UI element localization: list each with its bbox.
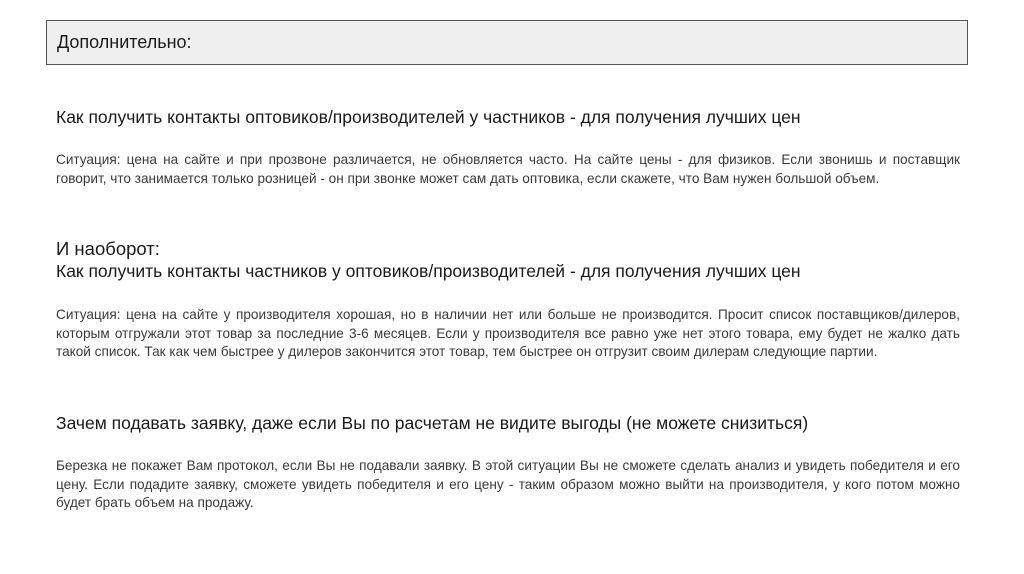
header-box xyxy=(46,20,968,65)
section-heading-1 xyxy=(56,106,801,128)
section-body-3: Березка не покажет Вам протокол, если Вы не подавали заявку. В этой ситуации Вы не сможете сделать анализ и увидеть победителя и его цену. Если подадите заявку, сможете увидеть победителя и его цену - таким образом можно выйти на производителя, у кого потом можно будет брать объем на продажу. xyxy=(56,458,960,510)
section-heading-1-line-1: Как получить контакты оптовиков/производителей у частников - для получения лучших цен xyxy=(56,107,801,127)
section-heading-2 xyxy=(56,238,801,282)
section-heading-2-line-2: Как получить контакты частников у оптовиков/производителей - для получения лучших цен xyxy=(56,261,801,281)
section-heading-3 xyxy=(56,412,808,434)
section-body-1: Ситуация: цена на сайте и при прозвоне различается, не обновляется часто. На сайте цены - для физиков. Если звонишь и поставщик говорит, что занимается только розницей - он при звонке может сам дать оптовика, если скажете, что Вам нужен большой объем. xyxy=(56,152,960,186)
page-title: Дополнительно: xyxy=(57,32,192,52)
section-body-2: Ситуация: цена на сайте у производителя хорошая, но в наличии нет или больше не производится. Просит список поставщиков/дилеров, которым отгружали этот товар за последние 3-6 месяцев. Если у производителя все равно уже нет этого товара, ему будет не жалко дать такой список. Так как чем быстрее у дилеров закончится этот товар, тем быстрее он отгрузит своим дилерам следующие партии. xyxy=(56,307,960,359)
section-heading-2-line-1: И наоборот: xyxy=(56,238,160,259)
section-heading-3-line-1: Зачем подавать заявку, даже если Вы по расчетам не видите выгоды (не можете снизиться) xyxy=(56,413,809,433)
